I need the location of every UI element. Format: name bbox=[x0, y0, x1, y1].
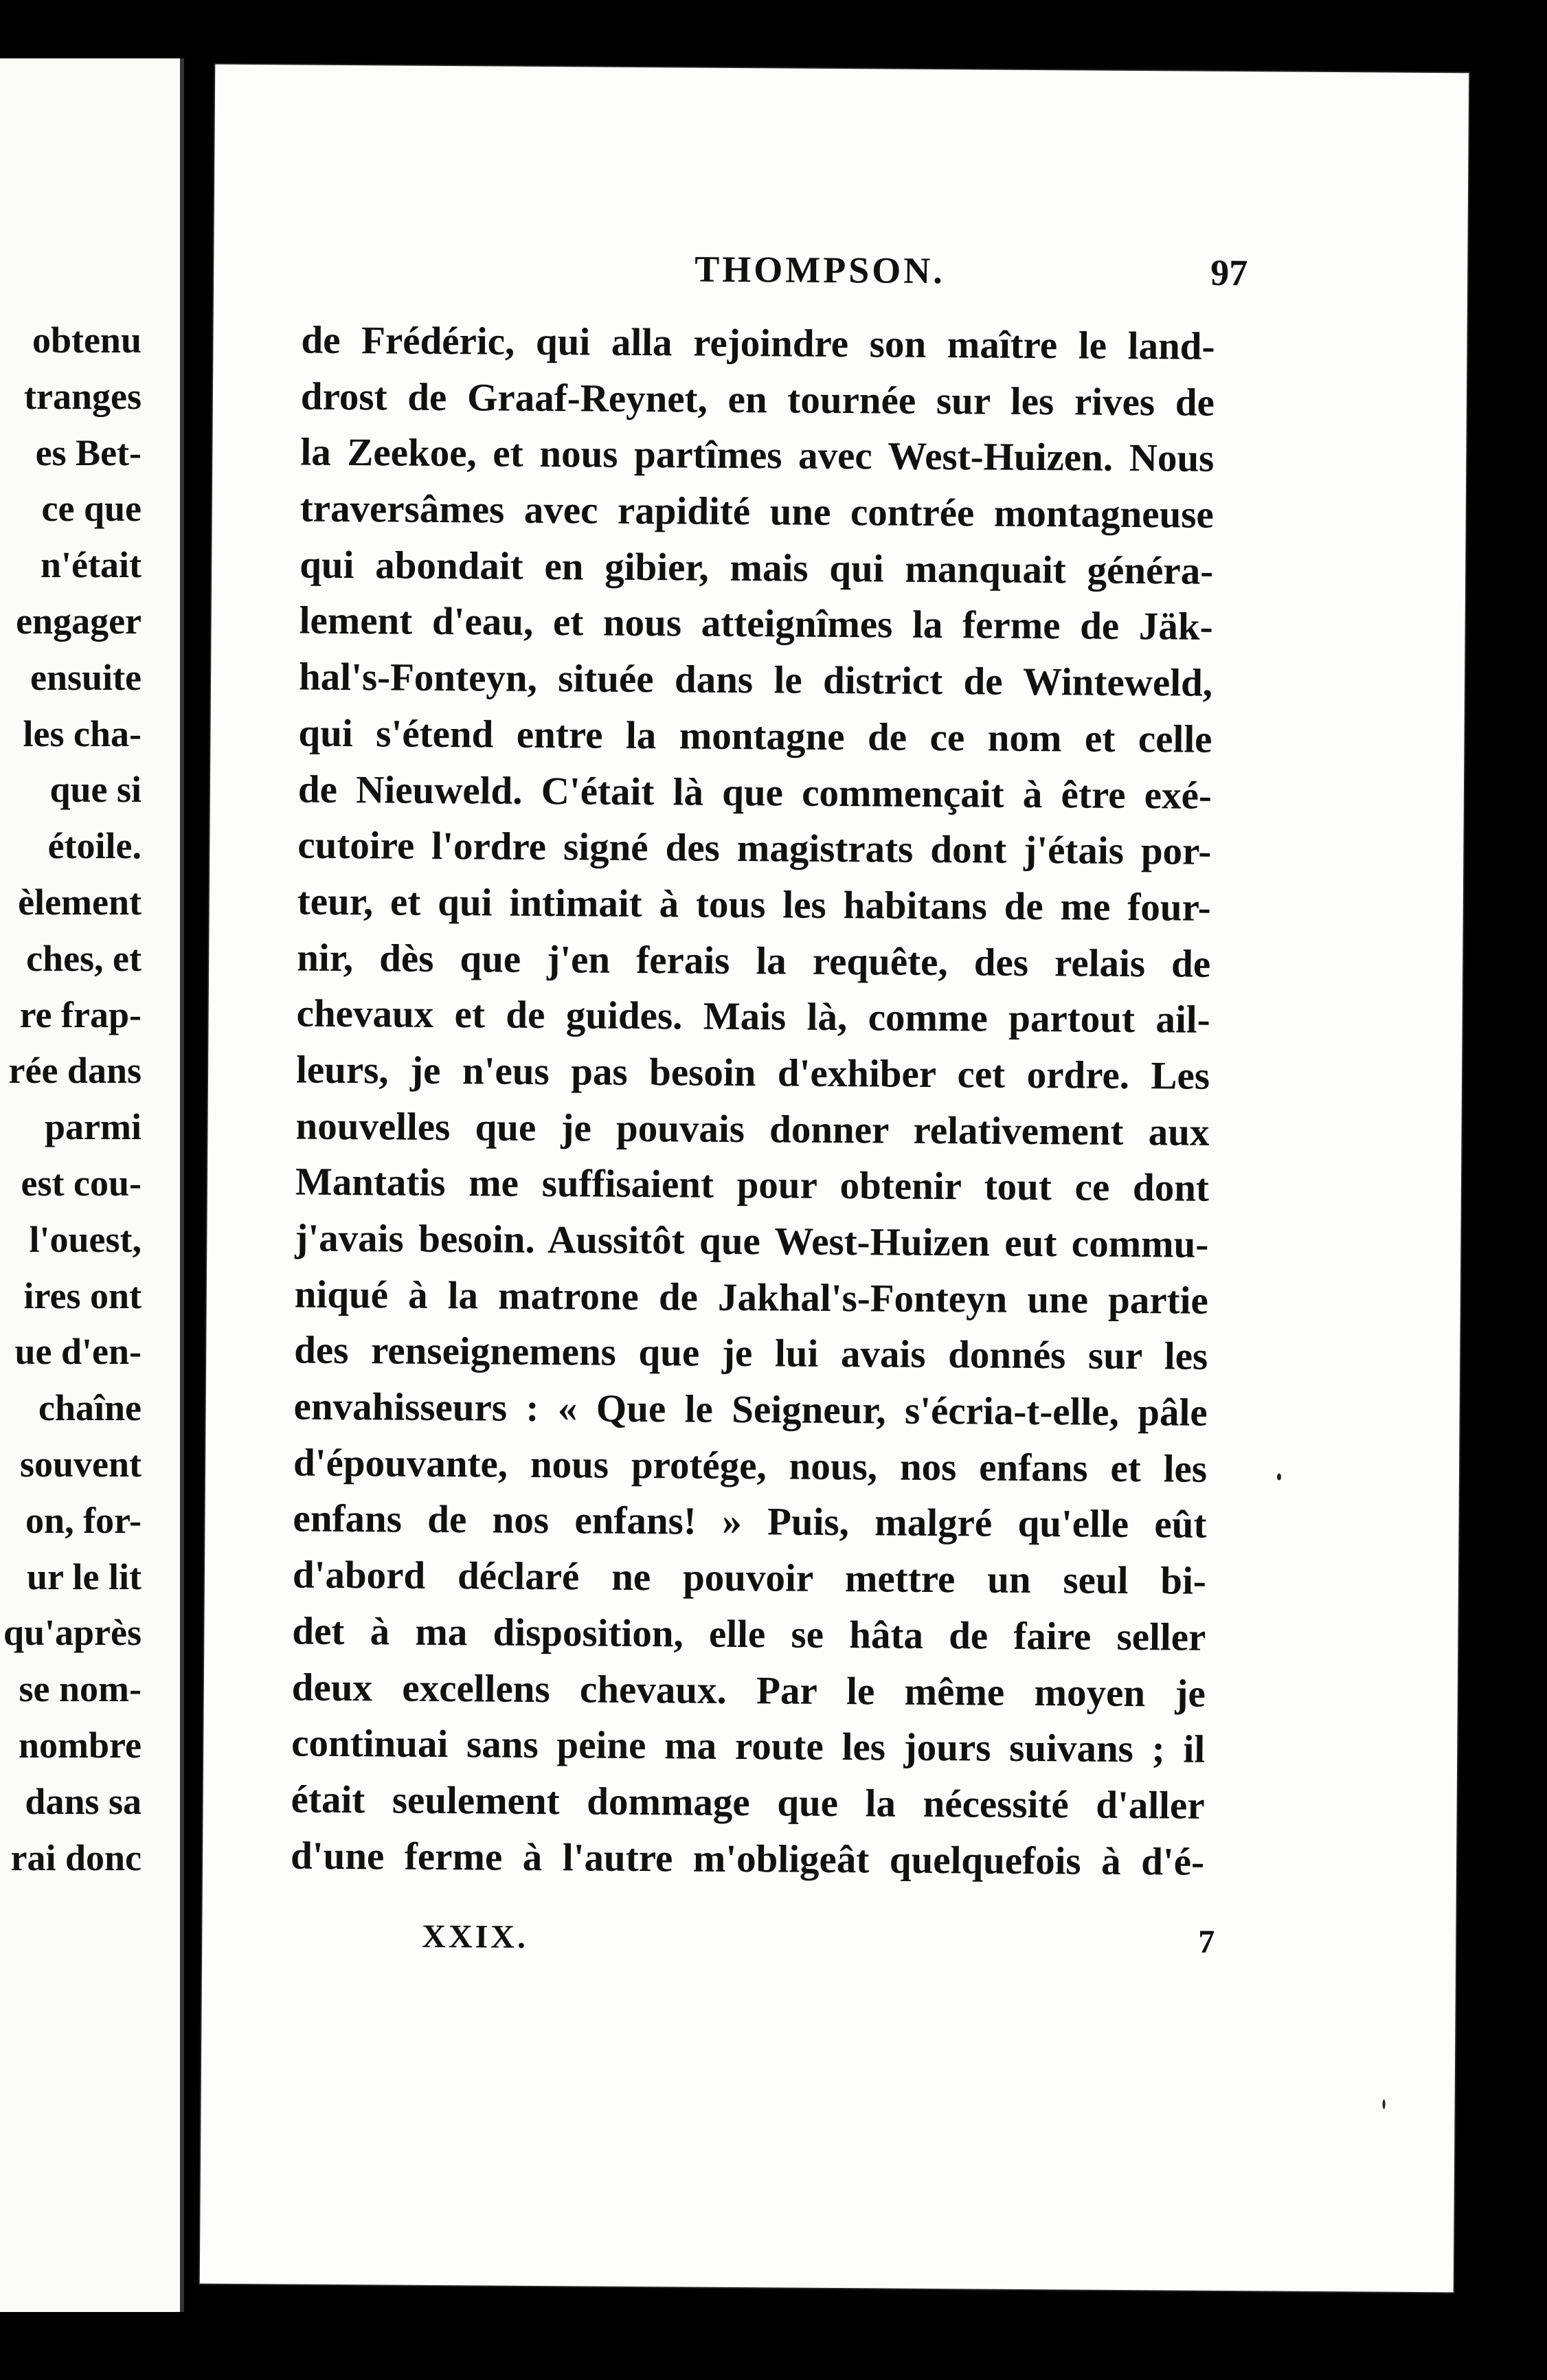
left-page-line: obtenu bbox=[32, 319, 142, 361]
text-line: lement d'eau, et nous atteignîmes la ferme de Jäk- bbox=[299, 598, 1213, 649]
text-line: des renseignemens que je lui avais donnés sur les bbox=[294, 1328, 1208, 1379]
left-page-line: ce que bbox=[41, 488, 142, 530]
left-page-line: est cou- bbox=[21, 1162, 142, 1204]
left-page-line: dans sa bbox=[25, 1780, 142, 1822]
left-page-line: l'ouest, bbox=[29, 1218, 142, 1260]
text-line: chevaux et de guides. Mais là, comme partout ail- bbox=[296, 991, 1210, 1042]
text-line: cutoire l'ordre signé des magistrats dont j'étais por- bbox=[297, 823, 1212, 874]
left-page-line: re frap- bbox=[19, 993, 142, 1035]
page-number: 97 bbox=[1210, 251, 1248, 294]
text-line: leurs, je n'eus pas besoin d'exhiber cet ordre. Les bbox=[295, 1048, 1210, 1098]
text-line: était seulement dommage que la nécessité d'aller bbox=[291, 1777, 1205, 1828]
text-line: enfans de nos enfans! » Puis, malgré qu'elle eût bbox=[293, 1496, 1207, 1547]
left-page-line: on, for- bbox=[25, 1499, 142, 1541]
text-line: d'épouvante, nous protége, nous, nos enfans et les bbox=[293, 1441, 1208, 1491]
left-page-line: ue d'en- bbox=[14, 1331, 142, 1373]
text-line: niqué à la matrone de Jakhal's-Fonteyn une partie bbox=[294, 1272, 1208, 1323]
right-page bbox=[200, 65, 1469, 2293]
text-line: hal's-Fonteyn, située dans le district de Winteweld, bbox=[298, 655, 1213, 705]
ink-fleck bbox=[1277, 1474, 1281, 1481]
text-line: de Frédéric, qui alla rejoindre son maître le land- bbox=[301, 318, 1215, 368]
text-line: nouvelles que je pouvais donner relativement aux bbox=[295, 1104, 1210, 1154]
text-line: continuai sans peine ma route les jours suivans ; il bbox=[291, 1721, 1206, 1771]
text-line: la Zeekoe, et nous partîmes avec West-Huizen. Nous bbox=[300, 430, 1215, 481]
left-page-line: se nom- bbox=[19, 1668, 142, 1710]
left-page-line: les cha- bbox=[23, 712, 142, 754]
left-page-line: tranges bbox=[24, 375, 142, 417]
left-page-line: parmi bbox=[45, 1106, 142, 1148]
left-page-line: chaîne bbox=[38, 1387, 142, 1429]
footer bbox=[339, 1917, 1215, 1960]
left-page-line: souvent bbox=[19, 1443, 142, 1485]
text-line: de Nieuweld. C'était là que commençait à être exé- bbox=[297, 767, 1212, 818]
text-line: qui abondait en gibier, mais qui manquait généra- bbox=[299, 543, 1214, 593]
left-page-line: que si bbox=[49, 769, 142, 811]
running-head bbox=[289, 245, 1248, 294]
left-page-line: qu'après bbox=[3, 1612, 142, 1654]
left-page bbox=[0, 58, 184, 2312]
left-page-line: nombre bbox=[18, 1724, 142, 1766]
text-line: teur, et qui intimait à tous les habitans de me four- bbox=[297, 879, 1211, 930]
left-page-line: engager bbox=[16, 600, 142, 642]
text-line: drost de Graaf-Reynet, en tournée sur les rives de bbox=[300, 374, 1215, 425]
text-line: envahisseurs : « Que le Seigneur, s'écria-t-elle, pâle bbox=[293, 1384, 1208, 1435]
text-line: Mantatis me suffisaient pour obtenir tout ce dont bbox=[295, 1160, 1210, 1211]
ink-fleck bbox=[1383, 2100, 1386, 2109]
text-line: j'avais besoin. Aussitôt que West-Huizen eut commu- bbox=[295, 1216, 1209, 1266]
signature-mark: XXIX. bbox=[422, 1918, 529, 1955]
text-line: det à ma disposition, elle se hâta de faire seller bbox=[292, 1609, 1206, 1659]
left-page-line: èlement bbox=[18, 881, 142, 923]
body-text bbox=[291, 313, 1215, 1890]
left-page-text bbox=[0, 313, 172, 1886]
left-page-line: ires ont bbox=[23, 1275, 142, 1316]
running-head-title: THOMPSON. bbox=[695, 248, 945, 292]
left-page-line: étoile. bbox=[47, 825, 142, 867]
left-page-line: n'était bbox=[41, 544, 142, 586]
left-page-line: es Bet- bbox=[35, 431, 142, 473]
left-page-line: ur le lit bbox=[27, 1556, 142, 1597]
text-line: d'abord déclaré ne pouvoir mettre un seul bi- bbox=[292, 1553, 1207, 1603]
text-line: deux excellens chevaux. Par le même moyen je bbox=[291, 1665, 1206, 1716]
left-page-line: ensuite bbox=[30, 656, 142, 698]
signature-number: 7 bbox=[1198, 1923, 1215, 1960]
left-page-line: rai donc bbox=[10, 1837, 142, 1878]
text-line: traversâmes avec rapidité une contrée montagneuse bbox=[300, 486, 1214, 537]
left-page-line: ches, et bbox=[26, 937, 142, 979]
text-line: d'une ferme à l'autre m'obligeât quelquefois à d'é- bbox=[290, 1834, 1205, 1884]
text-line: qui s'étend entre la montagne de ce nom et celle bbox=[298, 711, 1212, 761]
text-line: nir, dès que j'en ferais la requête, des relais de bbox=[297, 936, 1211, 986]
left-page-line: rée dans bbox=[8, 1050, 142, 1092]
